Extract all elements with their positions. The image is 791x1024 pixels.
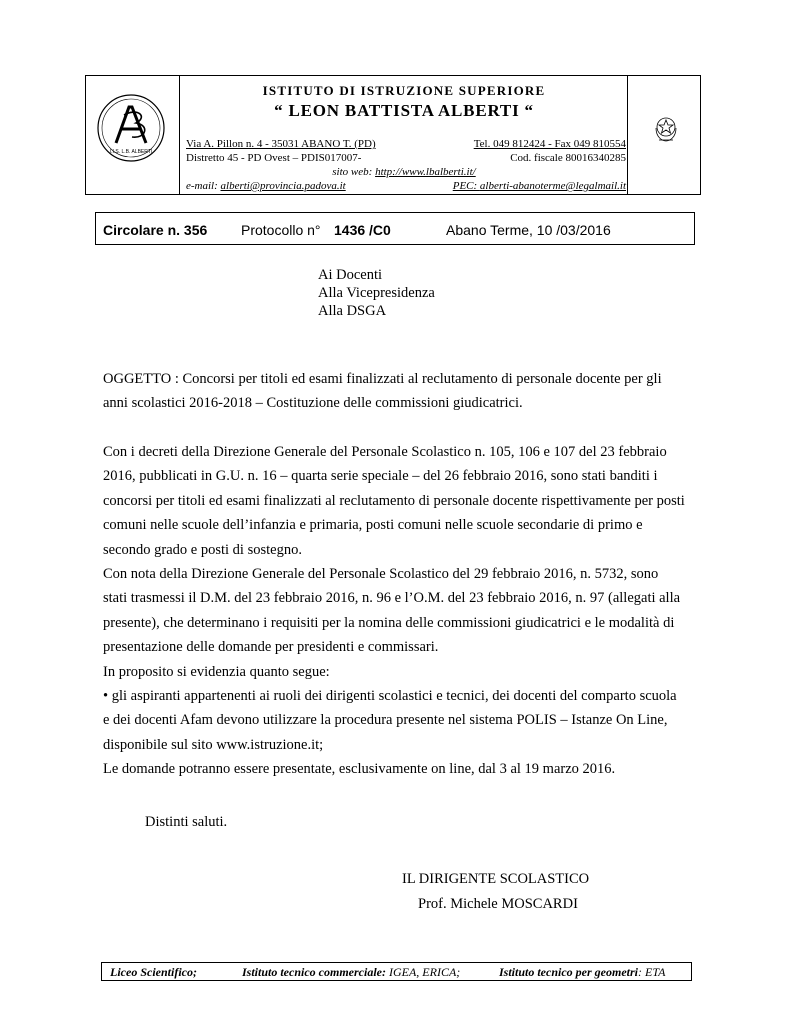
- body-line: comuni nelle scuole dell’infanzia e primaria, posti comuni nelle scuole secondarie di primo e: [103, 517, 643, 534]
- body-line: stati trasmessi il D.M. del 23 febbraio 2016, n. 96 e l’O.M. del 23 febbraio 2016, n. 97 (allegati alla: [103, 590, 681, 607]
- footer-school-3: [499, 965, 665, 980]
- website-label: sito web:: [332, 166, 376, 178]
- body-line: In proposito si evidenzia quanto segue:: [103, 663, 330, 680]
- body-line: concorsi per titoli ed esami finalizzati al reclutamento di personale docente rispettivamente per posti: [103, 492, 685, 509]
- recipient: Ai Docenti: [318, 267, 383, 283]
- place-date: Abano Terme, 10 /03/2016: [446, 222, 611, 238]
- letterhead: [85, 75, 701, 195]
- subject-line: OGGETTO : Concorsi per titoli ed esami finalizzati al reclutamento di personale docente per gli: [103, 371, 662, 387]
- institute-type: ISTITUTO DI ISTRUZIONE SUPERIORE: [262, 83, 546, 98]
- address: Via A. Pillon n. 4 - 35031 ABANO T. (PD): [186, 138, 376, 150]
- signature-name: Prof. Michele MOSCARDI: [418, 896, 578, 912]
- phone-fax: Tel. 049 812424 - Fax 049 810554: [473, 138, 626, 150]
- body-line: presentazione delle domande per presidenti e commissari.: [103, 639, 439, 656]
- emblem-cell: [627, 76, 700, 194]
- fiscal-code: Cod. fiscale 80016340285: [510, 152, 626, 164]
- body-line: presente), che determinano i requisiti per la nomina delle commissioni giudicatrici e le modalità di: [103, 614, 675, 631]
- body-line: • gli aspiranti appartenenti ai ruoli dei dirigenti scolastici e tecnici, dei docenti del comparto scuola: [103, 688, 677, 705]
- logo-cell: [86, 76, 180, 194]
- logo-text: I.I.S. L.B. ALBERTI: [109, 149, 153, 155]
- website-link[interactable]: http://www.lbalberti.it/: [375, 166, 476, 178]
- protocol-label: Protocollo n°: [241, 222, 321, 238]
- body-line: e dei docenti Afam devono utilizzare la procedura presente nel sistema POLIS – Istanze On Line,: [103, 712, 668, 729]
- body-line: Le domande potranno essere presentate, esclusivamente on line, dal 3 al 19 marzo 2016.: [103, 761, 616, 778]
- recipient: Alla DSGA: [318, 303, 387, 319]
- signature-role: IL DIRIGENTE SCOLASTICO: [402, 871, 590, 887]
- institute-name: “ LEON BATTISTA ALBERTI “: [274, 101, 534, 120]
- website-line: [180, 166, 628, 179]
- pec-label: PEC:: [452, 180, 480, 192]
- email-link[interactable]: alberti@provincia.padova.it: [220, 180, 346, 192]
- body-line: secondo grado e posti di sostegno.: [103, 541, 302, 558]
- subject: [103, 367, 662, 416]
- district: Distretto 45 - PD Ovest – PDIS017007-: [186, 152, 362, 164]
- letterhead-text: [180, 76, 628, 194]
- body-line: disponibile sul sito www.istruzione.it;: [103, 736, 324, 753]
- footer-school-3-label: Istituto tecnico per geometri: [499, 965, 638, 979]
- footer-schools: [101, 962, 692, 981]
- subject-line: anni scolastici 2016-2018 – Costituzione delle commissioni giudicatrici.: [103, 395, 523, 412]
- footer-school-2-label: Istituto tecnico commerciale:: [242, 965, 386, 979]
- pec-line: [453, 180, 626, 193]
- italian-republic-emblem-icon: [653, 114, 679, 144]
- recipients: [318, 266, 435, 320]
- email-line: [186, 180, 346, 193]
- pec-link[interactable]: alberti-abanoterme@legalmail.it: [479, 180, 626, 192]
- circular-number: Circolare n. 356: [103, 222, 208, 238]
- circular-info-box: [95, 212, 695, 245]
- footer-school-3-value: : ETA: [638, 965, 666, 979]
- footer-school-1: Liceo Scientifico;: [110, 965, 197, 979]
- school-monogram-logo-icon: [96, 93, 166, 163]
- footer-school-2-value: IGEA, ERICA;: [385, 965, 461, 979]
- email-label: e-mail:: [186, 180, 221, 192]
- closing: Distinti saluti.: [145, 814, 228, 830]
- body-line: Con i decreti della Direzione Generale del Personale Scolastico n. 105, 106 e 107 del 23 febbraio: [103, 444, 667, 460]
- footer-school-2: [242, 965, 460, 980]
- body-line: 2016, pubblicati in G.U. n. 16 – quarta serie speciale – del 26 febbraio 2016, sono stati banditi i: [103, 468, 658, 485]
- body: [103, 440, 685, 782]
- recipient: Alla Vicepresidenza: [318, 285, 435, 301]
- protocol-number: 1436 /C0: [334, 222, 391, 238]
- body-line: Con nota della Direzione Generale del Personale Scolastico del 29 febbraio 2016, n. 5732, sono: [103, 566, 659, 583]
